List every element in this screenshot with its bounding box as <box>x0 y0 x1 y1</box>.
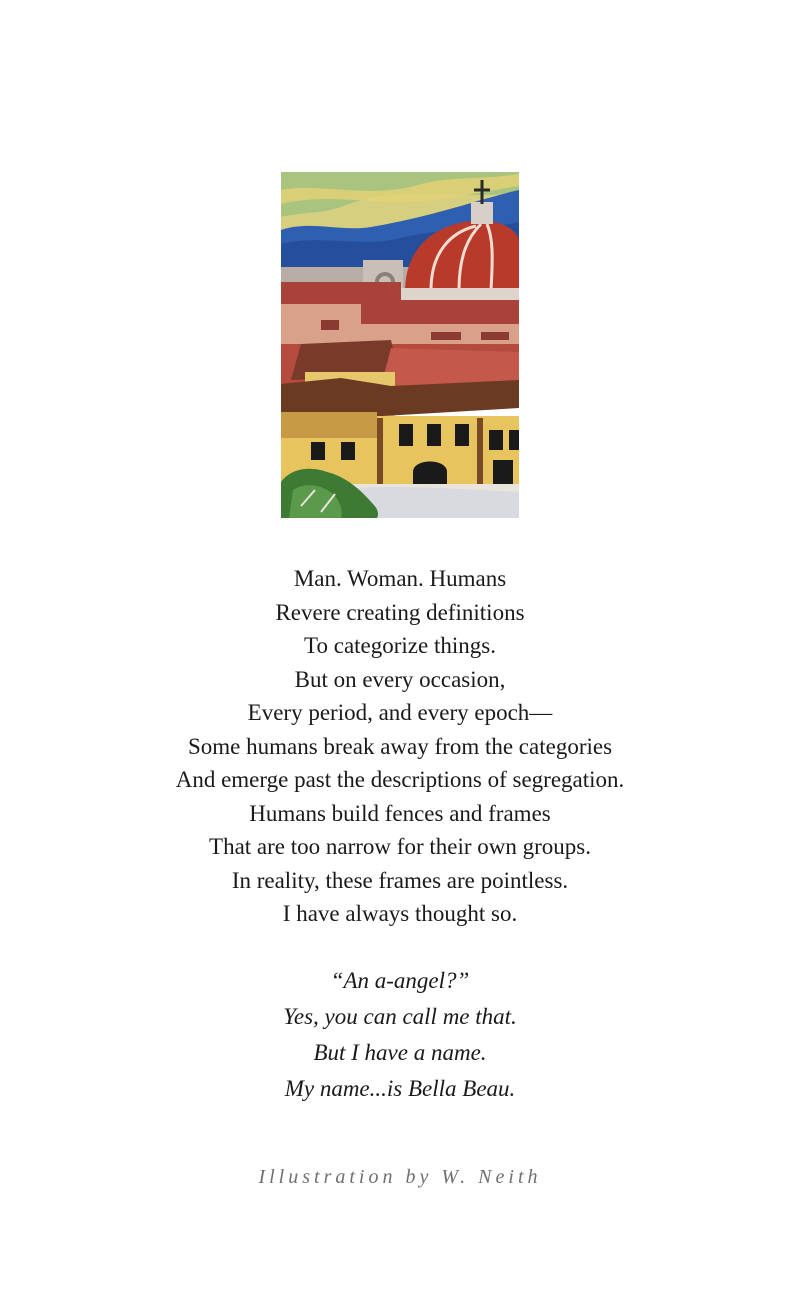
poem-line: Humans build fences and frames <box>249 800 551 826</box>
poem-line: That are too narrow for their own groups. <box>209 834 591 859</box>
poem-line: Man. Woman. Humans <box>293 566 507 591</box>
poem-stanza <box>0 562 800 931</box>
cathedral-drawing <box>281 172 519 518</box>
poem-line: Every period, and every epoch— <box>247 700 553 725</box>
dialogue-line: But I have a name. <box>313 1040 487 1065</box>
dialogue-line: My name...is Bella Beau. <box>284 1076 516 1101</box>
dialogue-line: “An a-angel?” <box>330 968 470 993</box>
illustration-credit: Illustration by W. Neith <box>258 1166 542 1188</box>
dialogue-line: Yes, you can call me that. <box>283 1004 517 1029</box>
poem-line: I have always thought so. <box>282 901 518 926</box>
italic-dialogue <box>0 963 800 1107</box>
poem-line: Revere creating definitions <box>275 599 525 625</box>
poem-line: And emerge past the descriptions of segregation. <box>175 767 625 792</box>
poem-line: Some humans break away from the categories <box>187 733 613 759</box>
cathedral-illustration <box>281 172 519 518</box>
poem-line: In reality, these frames are pointless. <box>231 867 569 893</box>
poem-line: To categorize things. <box>304 633 496 658</box>
poem-line: But on every occasion, <box>294 666 506 692</box>
